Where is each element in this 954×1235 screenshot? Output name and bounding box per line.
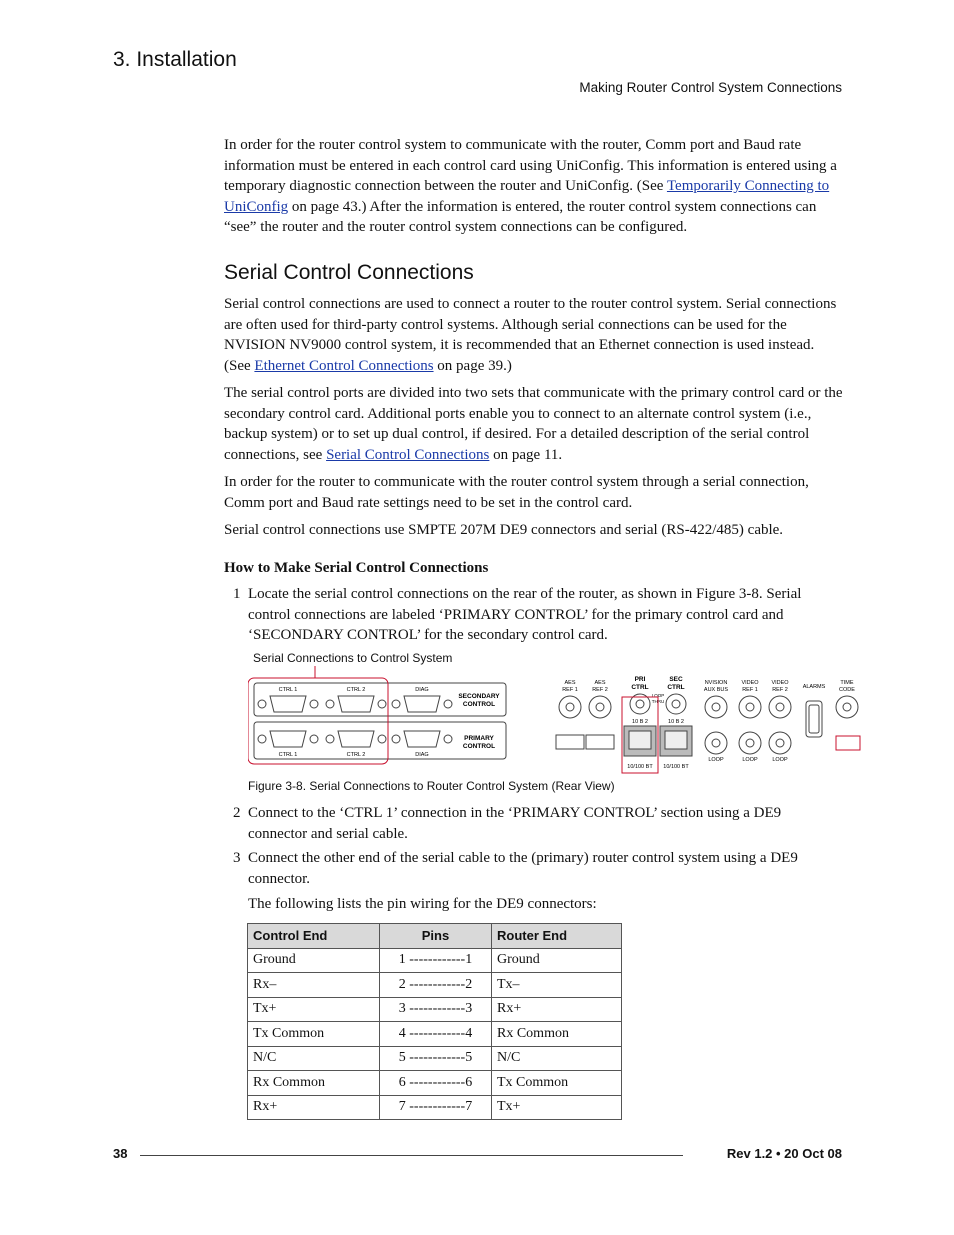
cell-control-end: N/C (248, 1046, 380, 1071)
step-2 (233, 803, 843, 844)
table-intro (233, 894, 843, 915)
header-router-end: Router End (492, 924, 622, 949)
pri-10b2-label: 10 B 2 (632, 719, 648, 725)
pri-10100bt-label: 10/100 BT (627, 764, 653, 770)
video-ref1-label-b: REF 1 (742, 687, 758, 693)
video-ref1-bnc-loop[interactable] (739, 732, 761, 754)
cell-control-end: Rx Common (248, 1071, 380, 1096)
aes-ref1-label-a: AES (564, 680, 576, 686)
secondary-label-1: SECONDARY (458, 693, 500, 700)
cell-router-end: Tx– (492, 973, 622, 998)
aes-ref2-label-a: AES (594, 680, 606, 686)
sec-ctrl-bnc[interactable] (666, 694, 686, 714)
cell-control-end: Ground (248, 948, 380, 973)
step-number: 2 (233, 805, 241, 821)
cell-pins: 7 ------------7 (380, 1095, 492, 1120)
sec-ctrl-label-a: SEC (669, 676, 683, 683)
link-temporarily-connecting[interactable]: Temporarily Connecting to UniConfig (224, 178, 830, 215)
sec-ctrl-label-b: CTRL (667, 684, 685, 691)
table-row (248, 1095, 622, 1120)
cell-router-end: Rx+ (492, 997, 622, 1022)
aes-ref1-terminal (556, 735, 584, 749)
step-3 (233, 848, 843, 889)
figure-caption: Figure 3-8. Serial Connections to Router Control System (Rear View) (248, 779, 615, 793)
alarms-connector[interactable] (806, 701, 822, 737)
intro-paragraph (224, 135, 844, 238)
pri-ctrl-label-b: CTRL (631, 684, 649, 691)
serial-p2-text-a: The serial control ports are divided into two sets that communicate with the primary control card or the secondary control card. Additional ports enable you to connect to an alternate control system (i.e., backup system) or to set up dual control, if desired. For a detailed description of the serial control connections, see (224, 385, 843, 463)
cell-router-end: N/C (492, 1046, 622, 1071)
header-pins: Pins (380, 924, 492, 949)
cell-pins: 5 ------------5 (380, 1046, 492, 1071)
table-row (248, 1022, 622, 1047)
intro-text-b: on page 43.) After the information is entered, the router control system connections can “see” the router and the router control system connections can be configured. (224, 198, 817, 235)
step-text: Connect the other end of the serial cable to the (primary) router control system using a DE9 connector. (248, 850, 798, 887)
primary-label-2: CONTROL (462, 743, 496, 750)
loop-label-2: LOOP (742, 757, 758, 763)
table-row (248, 997, 622, 1022)
cell-router-end: Tx Common (492, 1071, 622, 1096)
table-row (248, 1071, 622, 1096)
table-row (248, 1046, 622, 1071)
cell-pins: 1 ------------1 (380, 948, 492, 973)
cell-control-end: Tx+ (248, 997, 380, 1022)
cell-control-end: Rx+ (248, 1095, 380, 1120)
video-ref1-bnc-top[interactable] (739, 696, 761, 718)
aes-ref2-label-b: REF 2 (592, 687, 608, 693)
loop-thru-label-b: THRU (651, 699, 665, 704)
link-ethernet-control[interactable]: Ethernet Control Connections (254, 357, 434, 374)
chapter-title: 3. Installation (113, 48, 237, 71)
table-intro-text: The following lists the pin wiring for the DE9 connectors: (248, 896, 597, 912)
video-ref2-label-a: VIDEO (771, 680, 789, 686)
pri-ctrl-label-a: PRI (634, 676, 646, 683)
serial-paragraph-2 (224, 383, 844, 465)
serial-paragraph-4: Serial control connections use SMPTE 207M DE9 connectors and serial (RS-422/485) cable. (224, 522, 784, 538)
pri-diag-label: DIAG (415, 752, 429, 758)
primary-label-1: PRIMARY (464, 735, 494, 742)
running-header: Making Router Control System Connections (579, 80, 842, 95)
aes-ref2-terminal (586, 735, 614, 749)
step-number: 3 (233, 850, 241, 866)
intro-text-a: In order for the router control system to communicate with the router, Comm port and Baud rate information must be entered in each control card using UniConfig. This information is entered using a temporary diagnostic connection between the router and UniConfig. (See (224, 137, 837, 194)
section-heading: Serial Control Connections (224, 261, 474, 284)
nvision-aux-bnc-loop[interactable] (705, 732, 727, 754)
cell-pins: 4 ------------4 (380, 1022, 492, 1047)
aes-ref1-label-b: REF 1 (562, 687, 578, 693)
sec-10b2-label: 10 B 2 (668, 719, 684, 725)
secondary-label-2: CONTROL (462, 701, 496, 708)
table-header-row (248, 924, 622, 949)
procedure-heading: How to Make Serial Control Connections (224, 560, 489, 576)
aes-ref2-bnc[interactable] (589, 696, 611, 718)
serial-p1-text-a: Serial control connections are used to connect a router to the router control system. Serial connections are often used for third-party control systems. Although serial connections can be used for the NVISION NV9000 control system, it is recommended that an Ethernet connection is used instead. (See (224, 296, 837, 374)
step-1 (233, 584, 843, 646)
cell-control-end: Rx– (248, 973, 380, 998)
video-ref1-label-a: VIDEO (741, 680, 759, 686)
sec-ethernet-port[interactable] (660, 726, 692, 756)
cell-pins: 3 ------------3 (380, 997, 492, 1022)
nvision-aux-bnc-top[interactable] (705, 696, 727, 718)
serial-paragraph-3: In order for the router to communicate with the router control system through a serial connection, Comm port and Baud rate settings need to be set in the control card. (224, 474, 809, 511)
header-control-end: Control End (248, 924, 380, 949)
footer-divider (140, 1155, 683, 1156)
aes-ref1-bnc[interactable] (559, 696, 581, 718)
loop-thru-label-a: LOOP (651, 693, 665, 698)
step-text: Connect to the ‘CTRL 1’ connection in the ‘PRIMARY CONTROL’ section using a DE9 connector and serial cable. (248, 805, 782, 842)
loop-label-3: LOOP (772, 757, 788, 763)
serial-paragraph-1 (224, 294, 844, 376)
nvision-aux-label-b: AUX BUS (703, 687, 729, 693)
time-code-terminal (836, 736, 860, 750)
alarms-label: ALARMS (802, 684, 826, 690)
pin-wiring-table (247, 923, 622, 1120)
link-serial-control[interactable]: Serial Control Connections (326, 446, 490, 463)
video-ref2-label-b: REF 2 (772, 687, 788, 693)
table-row (248, 973, 622, 998)
loop-label-1: LOOP (708, 757, 724, 763)
serial-p2-text-b: on page 11. (489, 446, 563, 463)
nvision-aux-label-a: NVISION (704, 680, 728, 686)
time-code-label-a: TIME (840, 680, 854, 686)
step-text: Locate the serial control connections on the rear of the router, as shown in Figure 3-8. Serial control connections are labeled ‘PRIMARY CONTROL’ for the primary control card and ‘SECONDARY CONTROL’ for the secondary control card. (248, 586, 802, 643)
time-code-label-b: CODE (839, 687, 855, 693)
step-number: 1 (233, 586, 241, 602)
video-ref2-bnc-loop[interactable] (769, 732, 791, 754)
table-row (248, 948, 622, 973)
cell-pins: 6 ------------6 (380, 1071, 492, 1096)
sec-diag-label: DIAG (415, 687, 429, 693)
cell-control-end: Tx Common (248, 1022, 380, 1047)
cell-pins: 2 ------------2 (380, 973, 492, 998)
sec-ctrl2-label: CTRL 2 (346, 687, 366, 693)
figure-callout: Serial Connections to Control System (253, 651, 453, 665)
sec-10100bt-label: 10/100 BT (663, 764, 689, 770)
pri-ctrl2-label: CTRL 2 (346, 752, 366, 758)
pri-ethernet-port[interactable] (624, 726, 656, 756)
sec-ctrl1-label: CTRL 1 (278, 687, 298, 693)
page-number: 38 (113, 1146, 128, 1161)
revision-label: Rev 1.2 • 20 Oct 08 (726, 1146, 842, 1161)
pri-ctrl1-label: CTRL 1 (278, 752, 298, 758)
time-code-bnc[interactable] (836, 696, 858, 718)
cell-router-end: Ground (492, 948, 622, 973)
cell-router-end: Tx+ (492, 1095, 622, 1120)
rear-panel-diagram (248, 666, 868, 774)
video-ref2-bnc-top[interactable] (769, 696, 791, 718)
serial-p1-text-b: on page 39.) (433, 357, 512, 374)
cell-router-end: Rx Common (492, 1022, 622, 1047)
